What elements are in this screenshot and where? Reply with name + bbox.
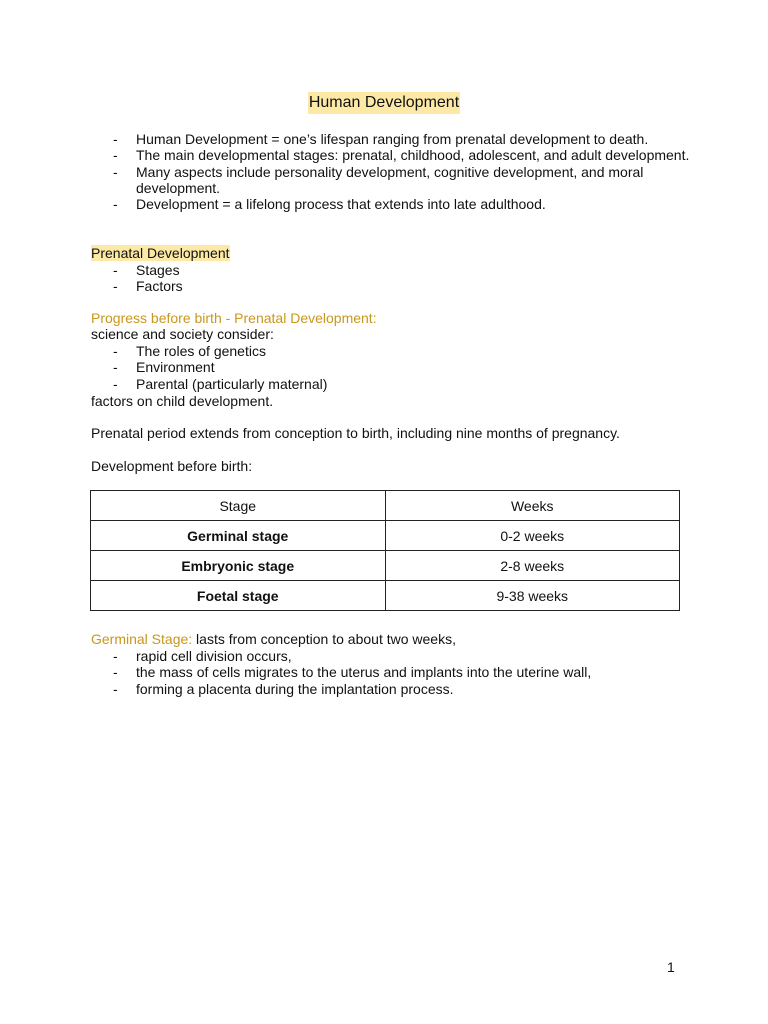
list-item: - Environment	[91, 359, 691, 375]
table-cell: 2-8 weeks	[385, 551, 680, 581]
germinal-label: Germinal Stage:	[91, 631, 193, 647]
list-item: - Development = a lifelong process that extends into late adulthood.	[91, 196, 691, 212]
germinal-text: lasts from conception to about two weeks,	[192, 631, 456, 647]
list-item: - Many aspects include personality development, cognitive development, and moral development.	[91, 164, 691, 197]
section-heading-prenatal: Prenatal Development	[91, 245, 230, 261]
germinal-list	[91, 648, 711, 697]
page-number: 1	[667, 959, 675, 975]
section-heading-progress: Progress before birth - Prenatal Development:	[91, 310, 377, 326]
table-cell: 9-38 weeks	[385, 581, 680, 611]
list-item: - forming a placenta during the implantation process.	[91, 681, 711, 697]
table-header-row	[91, 491, 680, 521]
list-item: - rapid cell division occurs,	[91, 648, 711, 664]
table-cell: Germinal stage	[91, 521, 386, 551]
table-header-cell: Weeks	[385, 491, 680, 521]
list-item: - the mass of cells migrates to the uterus and implants into the uterine wall,	[91, 664, 711, 680]
progress-lead: science and society consider:	[91, 326, 274, 342]
progress-tail: factors on child development.	[91, 393, 274, 409]
table-header-cell: Stage	[91, 491, 386, 521]
table-cell: 0-2 weeks	[385, 521, 680, 551]
progress-list	[91, 343, 691, 392]
table-cell: Foetal stage	[91, 581, 386, 611]
prenatal-list	[91, 262, 691, 295]
list-item: - The roles of genetics	[91, 343, 691, 359]
table-cell: Embryonic stage	[91, 551, 386, 581]
germinal-paragraph	[91, 631, 456, 647]
list-item: - Stages	[91, 262, 691, 278]
table-row	[91, 521, 680, 551]
stages-table	[90, 490, 680, 611]
list-item: - Human Development = one’s lifespan ranging from prenatal development to death.	[91, 131, 691, 147]
intro-list	[91, 131, 691, 212]
list-item: - The main developmental stages: prenatal, childhood, adolescent, and adult development.	[91, 147, 691, 163]
page-title: Human Development	[308, 92, 460, 114]
table-row	[91, 581, 680, 611]
list-item: - Factors	[91, 278, 691, 294]
dev-before-birth-text: Development before birth:	[91, 458, 253, 474]
list-item: - Parental (particularly maternal)	[91, 376, 691, 392]
table-row	[91, 551, 680, 581]
prenatal-period-text: Prenatal period extends from conception to birth, including nine months of pregnancy.	[91, 425, 620, 441]
